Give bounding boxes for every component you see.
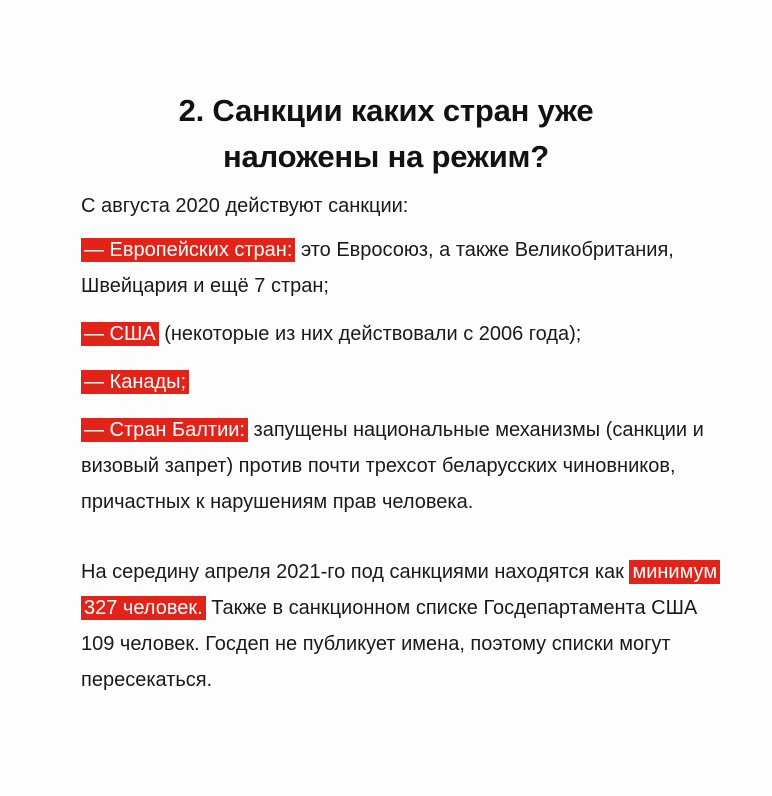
highlight-count: минимум 327 человек. — [81, 560, 720, 620]
highlight-canada: — Канады; — [81, 370, 189, 394]
list-item-baltics — [81, 412, 721, 520]
item-text-europe: это Евросоюз, а также Великобритания, Швейцария и ещё 7 стран; — [81, 239, 674, 297]
closing-paragraph — [81, 554, 721, 698]
list-item-europe — [81, 232, 721, 304]
highlight-usa: — США — [81, 322, 159, 346]
page-title — [0, 88, 772, 180]
title-line-2: наложены на режим? — [222, 139, 550, 174]
item-text-baltics: запущены национальные механизмы (санкции и визовый запрет) против почти трехсот беларусских чиновников, причастных к нарушениям прав человека. — [81, 419, 704, 513]
list-item-canada — [81, 364, 721, 400]
closing-text-before: На середину апреля 2021-го под санкциями находятся как — [81, 561, 630, 583]
title-line-1: 2. Санкции каких стран уже — [178, 93, 594, 128]
intro-text: С августа 2020 действуют санкции: — [81, 195, 409, 217]
highlight-baltics: — Стран Балтии: — [81, 418, 248, 442]
highlight-europe: — Европейских стран: — [81, 238, 295, 262]
body-text — [81, 188, 721, 698]
item-text-usa: (некоторые из них действовали с 2006 года); — [158, 323, 582, 345]
list-item-usa — [81, 316, 721, 352]
closing-text-after: Также в санкционном списке Госдепартамента США 109 человек. Госдеп не публикует имена, поэтому списки могут пересекаться. — [81, 597, 698, 691]
